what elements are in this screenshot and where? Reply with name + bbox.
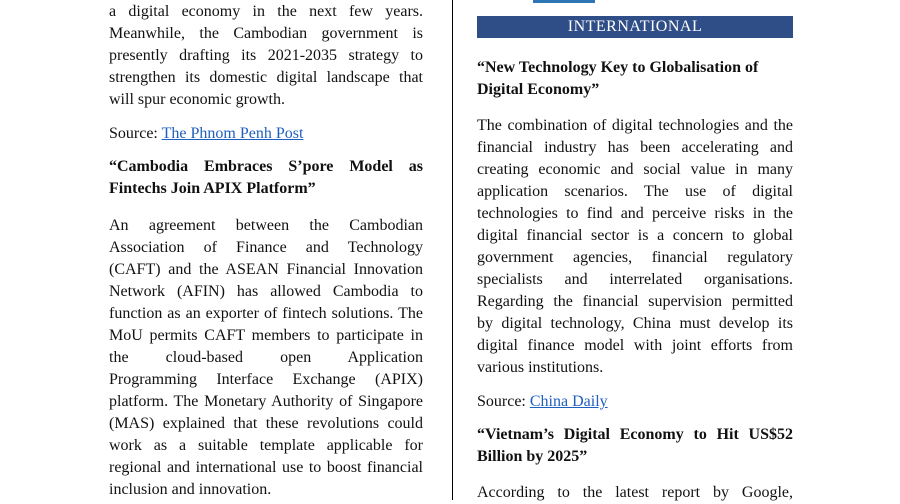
article-body <box>477 115 793 379</box>
article-headline <box>477 424 793 468</box>
text-line: function as an exporter of fintech solutions. The <box>109 305 423 322</box>
left-column <box>109 0 423 501</box>
headline-line: Billion by 2025” <box>477 448 588 465</box>
headline-line: “Cambodia Embraces S’pore Model as <box>109 158 423 175</box>
text-line: Association of Finance and Technology <box>109 239 423 256</box>
text-line: digital financial sector is a concern to global <box>477 227 793 244</box>
text-line: financial industry has been accelerating and <box>477 139 793 156</box>
text-line: various institutions. <box>477 359 604 376</box>
article-body <box>109 215 423 501</box>
headline-line: Digital Economy” <box>477 81 600 98</box>
text-line: Meanwhile, the Cambodian government is <box>109 25 423 42</box>
article-body <box>477 482 793 504</box>
article-headline <box>477 57 793 101</box>
text-line: digital finance model with joint efforts from <box>477 337 793 354</box>
text-line: Regarding the financial supervision permitted <box>477 293 793 310</box>
headline-line: “New Technology Key to Globalisation of <box>477 59 759 76</box>
intro-paragraph <box>109 1 423 111</box>
text-line: regional and international use to boost financial <box>109 459 423 476</box>
source-label: Source: <box>477 393 530 410</box>
source-label: Source: <box>109 125 162 142</box>
headline-line: Fintechs Join APIX Platform” <box>109 180 316 197</box>
text-line: strengthen its domestic digital landscape that <box>109 69 423 86</box>
text-line: the cloud-based open Application <box>109 349 423 366</box>
text-line: work as a suitable template applicable for <box>109 437 423 454</box>
text-line: inclusion and innovation. <box>109 481 272 498</box>
text-line: application scenarios. The use of digital <box>477 183 793 200</box>
source-link-phnom-penh-post[interactable]: The Phnom Penh Post <box>161 125 304 142</box>
source-link-china-daily[interactable]: China Daily <box>529 393 608 410</box>
text-line: (CAFT) and the ASEAN Financial Innovation <box>109 261 423 278</box>
article-headline <box>109 156 423 200</box>
text-line: will spur economic growth. <box>109 91 285 108</box>
text-line: Network (AFIN) has allowed Cambodia to <box>109 283 423 300</box>
text-line: (MAS) explained that these revolutions could <box>109 415 423 432</box>
column-divider <box>452 0 453 500</box>
text-line: government agencies, financial regulatory <box>477 249 793 266</box>
text-line: An agreement between the Cambodian <box>109 217 423 234</box>
source-line <box>109 123 423 145</box>
text-line: platform. The Monetary Authority of Singapore <box>109 393 423 410</box>
text-line: The combination of digital technologies and the <box>477 117 793 134</box>
source-line <box>477 391 793 413</box>
section-banner-international: INTERNATIONAL <box>477 16 793 38</box>
headline-line: “Vietnam’s Digital Economy to Hit US$52 <box>477 426 793 443</box>
right-column <box>477 0 793 504</box>
text-line: presently drafting its 2021-2035 strategy to <box>109 47 423 64</box>
text-line: MoU permits CAFT members to participate in <box>109 327 423 344</box>
text-line: Programming Interface Exchange (APIX) <box>109 371 423 388</box>
text-line: a digital economy in the next few years. <box>109 3 423 20</box>
text-line: specialists and interrelated organisations. <box>477 271 793 288</box>
text-line: According to the latest report by Google, <box>477 484 793 501</box>
text-line: technologies to find and perceive risks in the <box>477 205 793 222</box>
text-line: creating economic and social value in many <box>477 161 793 178</box>
text-line: by digital technology, China must develop its <box>477 315 793 332</box>
